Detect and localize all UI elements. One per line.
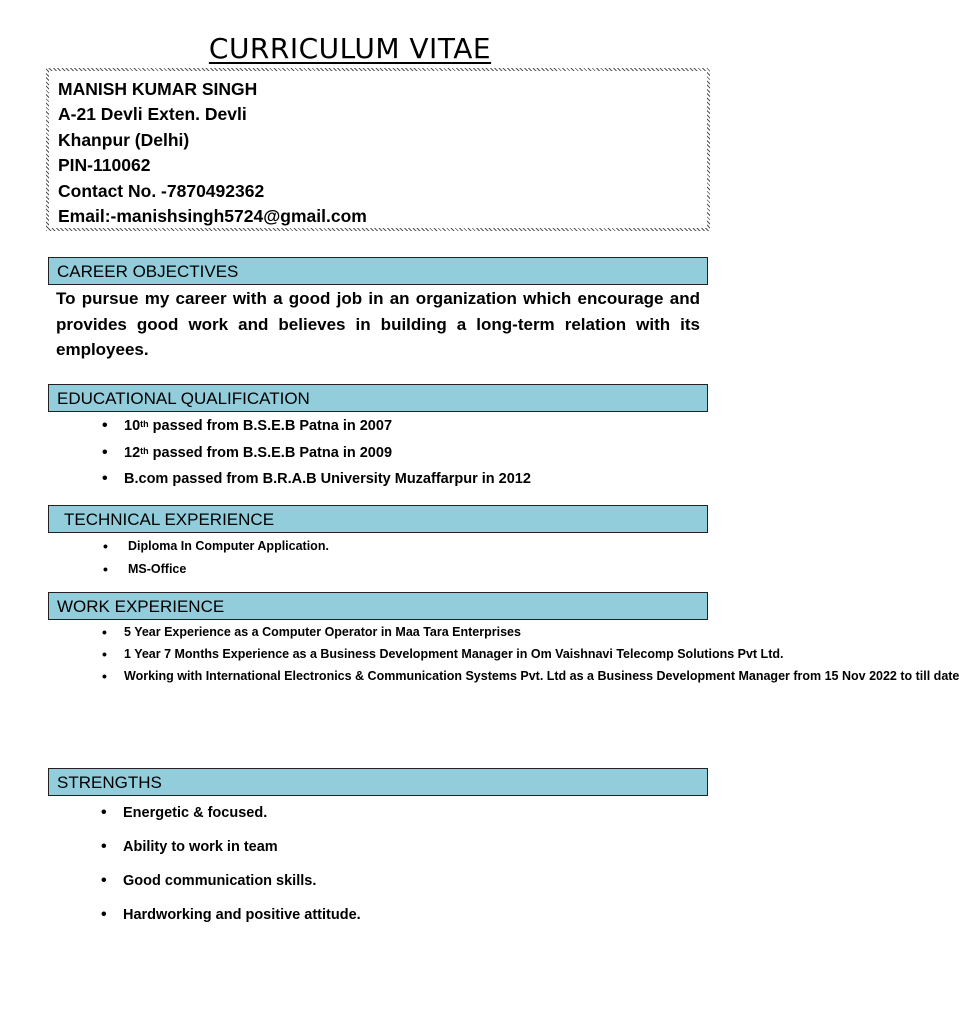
item-text: passed from B.S.E.B Patna in 2007 [148,418,393,434]
list-item: • Energetic & focused. [123,796,361,830]
ordinal-suffix: th [140,445,149,456]
work-experience-heading: WORK EXPERIENCE [48,592,708,620]
document-title: CURRICULUM VITAE [208,32,492,65]
list-item: • MS-Office [128,558,329,581]
item-number: 10 [124,418,141,434]
item-text: passed from B.S.E.B Patna in 2009 [148,444,393,461]
list-item: • 5 Year Experience as a Computer Operator in Maa Tara Enterprises [124,621,704,643]
list-item: • Ability to work in team [123,830,361,864]
ordinal-suffix: th [140,419,149,429]
list-item [124,413,531,440]
strengths-list [123,796,361,932]
list-item: • B.com passed from B.R.A.B University Muzaffarpur in 2012 [124,466,531,493]
career-objectives-heading: CAREER OBJECTIVES [48,257,708,285]
work-list [124,621,959,688]
career-objective-text: To pursue my career with a good job in an organization which encourage and provides good work and believes in building a long-term relation with its employees. [56,289,700,359]
candidate-name: MANISH KUMAR SINGH [58,79,258,99]
contact-number: Contact No. -7870492362 [58,180,265,201]
strengths-heading: STRENGTHS [48,768,708,796]
item-number: 12 [124,444,141,461]
list-item: • Diploma In Computer Application. [128,535,329,558]
list-item: • Hardworking and positive attitude. [123,898,361,932]
list-item: • Working with International Electronics & Communication Systems Pvt. Ltd as a Business Development Manager from 15 Nov 2022 to till date [124,665,704,687]
list-item: • Good communication skills. [123,864,361,898]
technical-experience-heading: TECHNICAL EXPERIENCE [48,505,708,533]
list-item: • 1 Year 7 Months Experience as a Business Development Manager in Om Vaishnavi Telecomp Solutions Pvt Ltd. [124,643,704,665]
education-heading: EDUCATIONAL QUALIFICATION [48,384,708,412]
address-line-2: Khanpur (Delhi) [58,129,190,150]
list-item [124,440,531,467]
education-list [124,413,531,493]
pin-code: PIN-110062 [58,155,151,176]
contact-box [46,68,710,231]
email-address: Email:-manishsingh5724@gmail.com [58,206,367,227]
technical-list [128,535,329,580]
address-line-1: A-21 Devli Exten. Devli [58,104,247,125]
